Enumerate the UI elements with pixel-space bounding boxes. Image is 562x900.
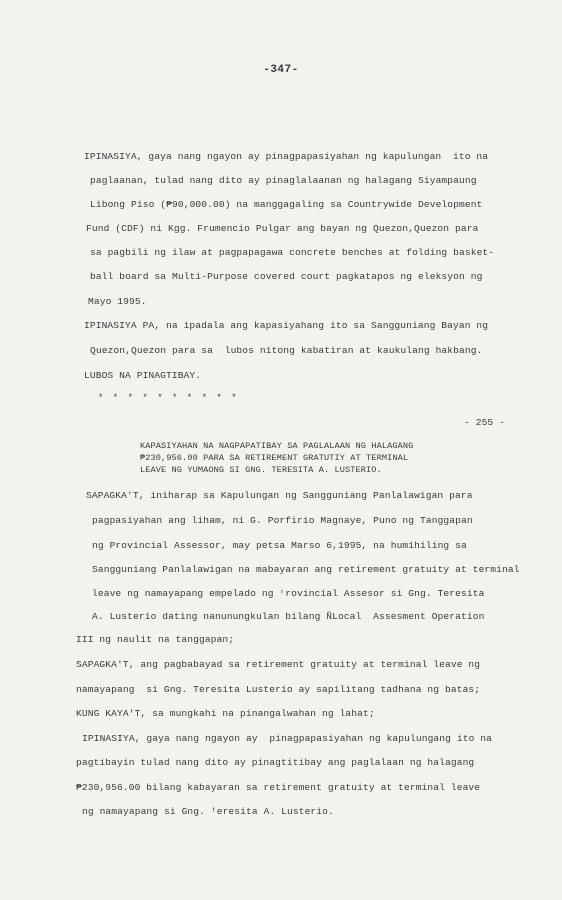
resolution-title-line: ₱230,956.00 PARA SA RETIREMENT GRATUTIY AT TERMINAL [140,453,409,463]
resolution-title-line: LEAVE NG YUMAONG SI GNG. TERESITA A. LUSTERIO. [140,465,382,475]
body-line: leave ng namayapang empelado ng ʳrovincial Assesor si Gng. Teresita [92,588,485,599]
body-line: KUNG KAYA'T, sa mungkahi na pinangalwahan ng lahat; [76,708,375,719]
body-line: Fund (CDF) ni Kgg. Frumencio Pulgar ang bayan ng Quezon,Quezon para [86,223,479,234]
body-line: namayapang si Gng. Teresita Lusterio ay sapilitang tadhana ng batas; [76,684,481,695]
body-line: Sangguniang Panlalawigan na mabayaran ang retirement gratuity at terminal [92,564,520,575]
body-line: IPINASIYA, gaya nang ngayon ay pinagpapasiyahan ng kapulungang ito na [82,733,493,744]
body-line: IPINASIYA PA, na ipadala ang kapasiyahang ito sa Sangguniang Bayan ng [84,320,489,331]
body-line: sa pagbili ng ilaw at pagpapagawa concrete benches at folding basket- [90,247,495,258]
separator-stars: * * * * * * * * * * [98,393,239,403]
body-line: III ng naulit na tanggapan; [76,634,235,645]
page-number: -347- [263,64,299,76]
body-line: pagtibayin tulad nang dito ay pinagtitibay ang paglalaan ng halagang [76,757,475,768]
body-line: ng Provincial Assessor, may petsa Marso 6,1995, na humihiling sa [92,540,467,551]
body-line: Quezon,Quezon para sa lubos nitong kabatiran at kaukulang hakbang. [90,345,483,356]
body-line: ng namayapang si Gng. ᵗeresita A. Lusterio. [82,806,334,817]
body-line: A. Lusterio dating nanunungkulan bilang ÑLocal Assesment Operation [92,611,485,622]
closing-line: LUBOS NA PINAGTIBAY. [84,370,202,381]
body-line: Mayo 1995. [88,296,147,307]
body-line: paglaanan, tulad nang dito ay pinaglalaanan ng halagang Siyampaung [90,175,477,186]
body-line: IPINASIYA, gaya nang ngayon ay pinagpapasiyahan ng kapulungan ito na [84,151,489,162]
body-line: SAPAGKA'T, iniharap sa Kapulungan ng Sangguniang Panlalawigan para [86,490,473,501]
resolution-title-line: KAPASIYAHAN NA NAGPAPATIBAY SA PAGLALAAN NG HALAGANG [140,441,414,451]
body-line: pagpasiyahan ang liham, ni G. Porfirio Magnaye, Puno ng Tanggapan [92,515,473,526]
body-line: SAPAGKA'T, ang pagbabayad sa retirement gratuity at terminal leave ng [76,659,481,670]
body-line: ball board sa Multi-Purpose covered court pagkatapos ng eleksyon ng [90,271,483,282]
body-line: Libong Piso (₱90,000.00) na manggagaling sa Countrywide Development [90,199,483,210]
resolution-number: - 255 - [464,417,506,428]
body-line: ₱230,956.00 bilang kabayaran sa retirement gratuity at terminal leave [76,782,481,793]
